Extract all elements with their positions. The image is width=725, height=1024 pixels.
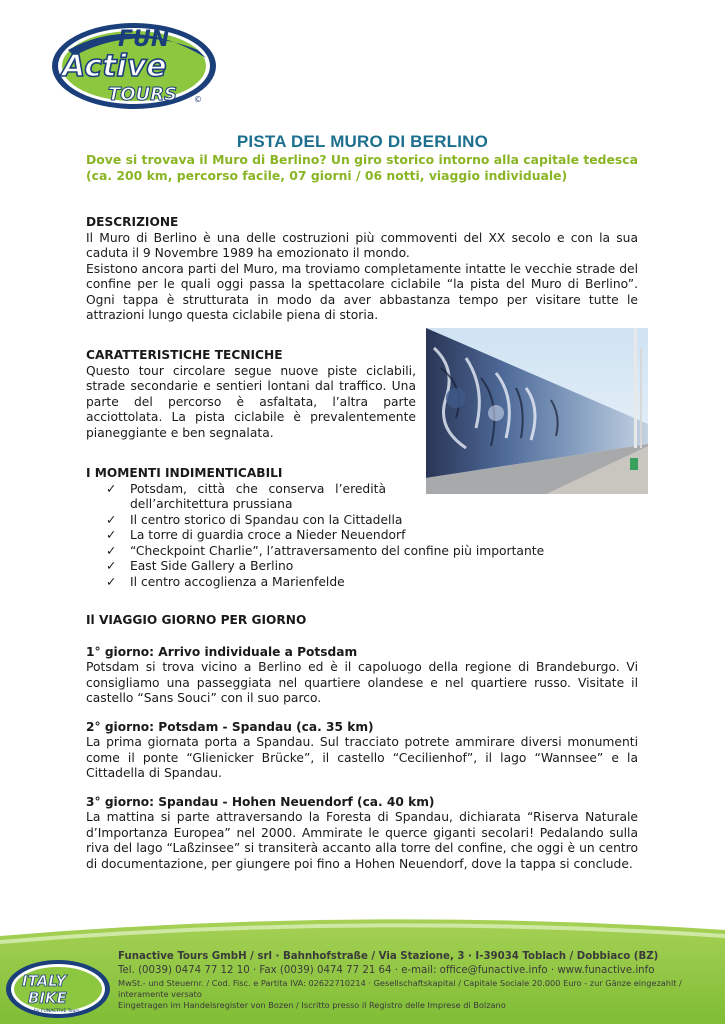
list-item: ✓ La torre di guardia croce a Nieder Neuendorf <box>106 528 406 542</box>
check-icon: ✓ <box>106 543 117 558</box>
list-item: ✓ “Checkpoint Charlie”, l’attraversamento del confine più importante <box>106 543 545 558</box>
check-icon: ✓ <box>106 481 117 496</box>
fun-active-tours-logo <box>48 20 218 112</box>
momenti-list <box>86 482 566 591</box>
footer-tax-line: MwSt.- und Steuernr. / Cod. Fisc. e Partita IVA: 02622710214 · Gesellschaftskapital / Capitale Sociale 20.000 Euro - zur Gänze eingezahlt / interamente versato <box>118 978 682 999</box>
day-1-text: Potsdam si trova vicino a Berlino ed è il capoluogo della regione di Brandeburgo. Vi consigliamo una passeggiata nel quartiere olandese e nel quartiere russo. Visitate il castello “Sans Souci” con il suo parco. <box>86 660 638 705</box>
footer-contact-line: Tel. (0039) 0474 77 12 10 · Fax (0039) 0474 77 21 64 · e-mail: office@funactive.info · www.funactive.info <box>118 965 655 976</box>
caratteristiche-text: Questo tour circolare segue nuove piste ciclabili, strade secondarie e sentieri lontani dal traffico. Una parte del percorso è asfaltata, l’altra parte acciottolata. La pista ciclabile è prevalentemente pianeggiante e ben segnalata. <box>86 363 416 440</box>
italy-bike-logo <box>4 958 112 1020</box>
svg-text:FUN: FUN <box>118 27 170 52</box>
page-title: PISTA DEL MURO DI BERLINO <box>236 132 489 151</box>
section-momenti <box>86 466 566 590</box>
footer-company-line: Funactive Tours GmbH / srl · Bahnhofstraße / Via Stazione, 3 · I-39034 Toblach / Dobbiaco (BZ) <box>118 951 659 962</box>
section-viaggio <box>86 613 638 872</box>
svg-text:ITALY: ITALY <box>22 972 67 990</box>
footer-contacts <box>118 950 718 1011</box>
caratteristiche-heading: CARATTERISTICHE TECNICHE <box>86 348 283 362</box>
footer-registry-line: Eingetragen im Handelsregister von Bozen / Iscritto presso il Registro delle Imprese di Bolzano <box>118 1000 506 1010</box>
list-item: ✓ Potsdam, città che conserva l’eredità dell’architettura prussiana <box>106 481 386 511</box>
check-icon: ✓ <box>106 512 117 527</box>
section-descrizione <box>86 215 638 324</box>
svg-text:TOURS: TOURS <box>108 84 178 105</box>
check-icon: ✓ <box>106 528 117 542</box>
svg-text:Active: Active <box>62 49 167 84</box>
page-subtitle: Dove si trovava il Muro di Berlino? Un giro storico intorno alla capitale tedesca (ca. 200 km, percorso facile, 07 giorni / 06 notti, viaggio individuale) <box>86 152 639 183</box>
descrizione-paragraph-2: Esistono ancora parti del Muro, ma troviamo completamente intatte le vecchie strade del confine per le quali oggi passa la spettacolare ciclabile “la pista del Muro di Berlino”. Ogni tappa è strutturata in modo da aver abbastanza tempo per visitare tutte le attrazioni lungo questa ciclabile piena di storia. <box>86 261 638 322</box>
section-caratteristiche <box>86 348 416 441</box>
day-2-title: 2° giorno: Potsdam - Spandau (ca. 35 km) <box>86 719 374 734</box>
svg-text:by FUNACTIVE Tours: by FUNACTIVE Tours <box>34 1009 80 1014</box>
descrizione-heading: DESCRIZIONE <box>86 215 179 229</box>
day-3-title: 3° giorno: Spandau - Hohen Neuendorf (ca. 40 km) <box>86 794 435 809</box>
check-icon: ✓ <box>106 559 117 573</box>
viaggio-heading: Il VIAGGIO GIORNO PER GIORNO <box>86 613 307 627</box>
day-3-text: La mattina si parte attraversando la Foresta di Spandau, dichiarata “Riserva Naturale d’Importanza Europea” nel 2000. Ammirate le querce giganti secolari! Pedalando sulla riva del lago “Laßzinsee” si transiterà accanto alla torre del confine, che oggi è un centro di documentazione, per giungere poi fino a Hohen Neuendorf, dove la tappa si conclude. <box>86 810 638 871</box>
check-icon: ✓ <box>106 574 117 589</box>
momenti-heading: I MOMENTI INDIMENTICABILI <box>86 466 283 480</box>
svg-text:©: © <box>194 95 202 104</box>
list-item: ✓ Il centro accoglienza a Marienfelde <box>106 574 345 589</box>
descrizione-paragraph-1: Il Muro di Berlino è una delle costruzioni più commoventi del XX secolo e con la sua caduta il 9 Novembre 1989 ha emozionato il mondo. <box>86 230 638 260</box>
list-item: ✓ East Side Gallery a Berlino <box>106 559 294 573</box>
day-1-title: 1° giorno: Arrivo individuale a Potsdam <box>86 644 358 659</box>
svg-text:BIKE: BIKE <box>28 989 67 1007</box>
list-item: ✓ Il centro storico di Spandau con la Cittadella <box>106 512 403 527</box>
day-2-text: La prima giornata porta a Spandau. Sul tracciato potrete ammirare diversi monumenti come il ponte “Glienicker Brücke”, il castello “Cecilienhof”, il lago “Wannsee” e la Cittadella di Spandau. <box>86 735 638 780</box>
